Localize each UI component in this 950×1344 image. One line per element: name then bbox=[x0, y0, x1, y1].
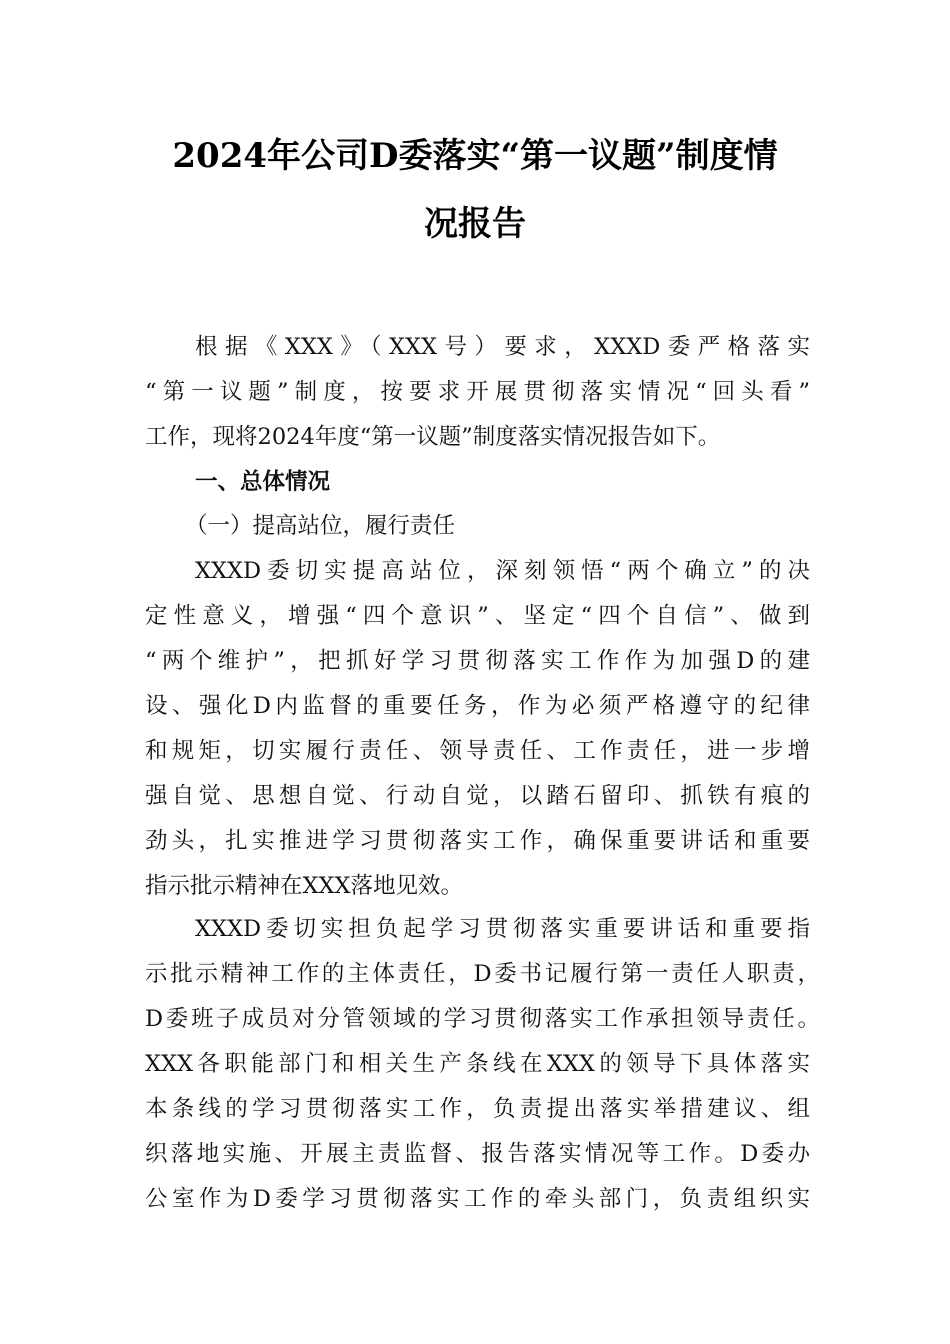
paragraph-line: 劲头，扎实推进学习贯彻落实工作，确保重要讲话和重要 bbox=[145, 828, 810, 854]
paragraph-line: 本条线的学习贯彻落实工作，负责提出落实举措建议、组 bbox=[145, 1096, 810, 1122]
paragraph-line: 公室作为D委学习贯彻落实工作的牵头部门，负责组织实 bbox=[145, 1186, 810, 1212]
section-heading: 一、总体情况 bbox=[195, 469, 331, 495]
document-title-line-1: 2024年公司D委落实“第一议题”制度情 bbox=[172, 136, 778, 176]
paragraph-line: XXXD委切实担负起学习贯彻落实重要讲话和重要指 bbox=[195, 916, 810, 942]
paragraph-line: 示批示精神工作的主体责任，D委书记履行第一责任人职责， bbox=[145, 961, 820, 987]
paragraph-line: 强自觉、思想自觉、行动自觉，以踏石留印、抓铁有痕的 bbox=[145, 783, 810, 809]
paragraph-line: 和规矩，切实履行责任、领导责任、工作责任，进一步增 bbox=[145, 738, 810, 764]
paragraph-line: XXX各职能部门和相关生产条线在XXX的领导下具体落实 bbox=[145, 1051, 810, 1077]
paragraph-line: “两个维护”，把抓好学习贯彻落实工作作为加强D的建 bbox=[145, 648, 810, 674]
subsection-heading: （一）提高站位，履行责任 bbox=[185, 513, 456, 539]
paragraph-line: XXXD委切实提高站位，深刻领悟“两个确立”的决 bbox=[195, 558, 810, 584]
paragraph-line: D委班子成员对分管领域的学习贯彻落实工作承担领导责任。 bbox=[145, 1006, 820, 1032]
document-title-line-2: 况报告 bbox=[424, 204, 526, 244]
paragraph-line: 指示批示精神在XXX落地见效。 bbox=[145, 873, 464, 899]
intro-line: 根据《XXX》（XXX号）要求，XXXD委严格落实 bbox=[195, 334, 810, 360]
intro-line: 工作，现将2024年度“第一议题”制度落实情况报告如下。 bbox=[145, 424, 721, 450]
paragraph-line: 织落地实施、开展主责监督、报告落实情况等工作。D委办 bbox=[145, 1141, 810, 1167]
paragraph-line: 设、强化D内监督的重要任务，作为必须严格遵守的纪律 bbox=[145, 693, 810, 719]
intro-line: “第一议题”制度，按要求开展贯彻落实情况“回头看” bbox=[145, 379, 810, 405]
paragraph-line: 定性意义，增强“四个意识”、坚定“四个自信”、做到 bbox=[145, 603, 810, 629]
